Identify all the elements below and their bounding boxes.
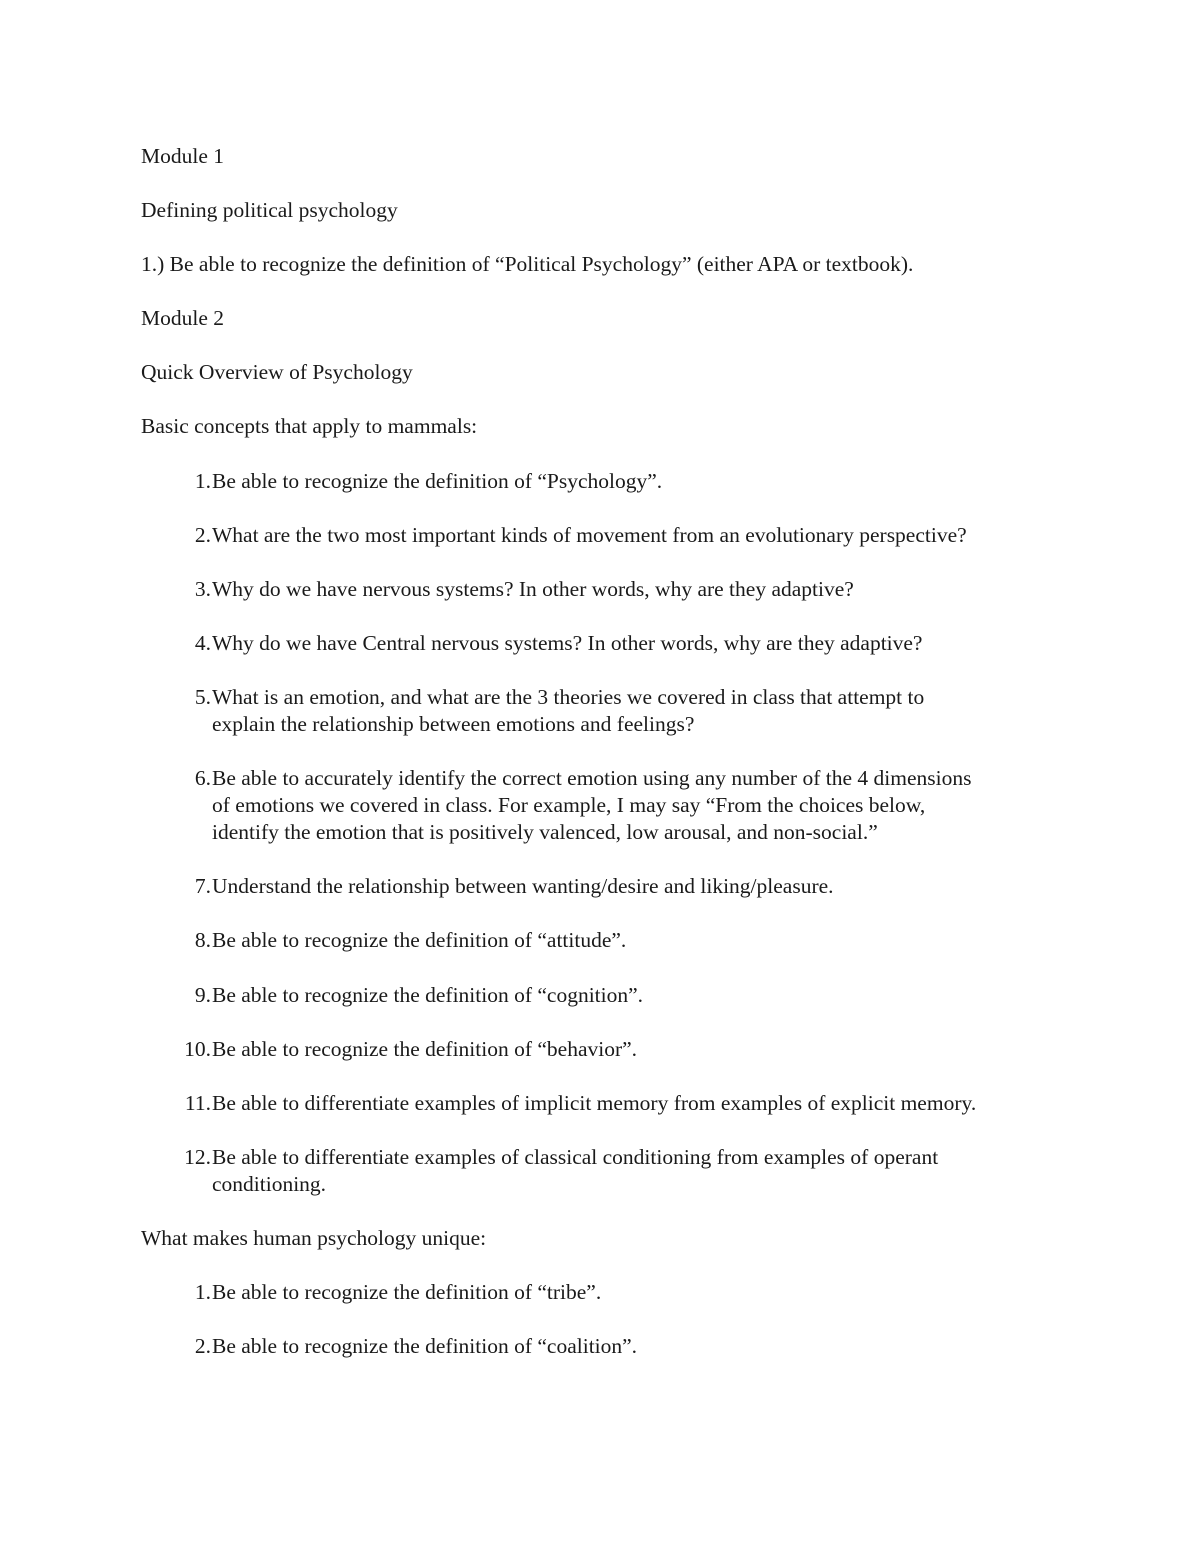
list-item-text: Understand the relationship between wanting/desire and liking/pleasure. <box>212 874 834 898</box>
list-item-number: 3. <box>194 577 211 601</box>
human-section-heading: What makes human psychology unique: <box>141 1226 487 1250</box>
list-item-number: 11. <box>184 1091 211 1115</box>
list-item-number: 5. <box>194 685 211 709</box>
list-item-text-line: of emotions we covered in class. For example, I may say “From the choices below, <box>212 793 926 817</box>
list-item-text-line: Be able to accurately identify the correct emotion using any number of the 4 dimensions <box>212 766 972 790</box>
list-item-text-line: explain the relationship between emotions and feelings? <box>212 712 695 736</box>
list-item-text-line: Be able to differentiate examples of classical conditioning from examples of operant <box>212 1145 939 1169</box>
module2-subheading: Quick Overview of Psychology <box>141 360 413 384</box>
list-item-text-line: conditioning. <box>212 1172 327 1196</box>
list-item-text: Be able to differentiate examples of implicit memory from examples of explicit memory. <box>212 1091 977 1115</box>
module1-subheading: Defining political psychology <box>141 198 398 222</box>
list-item-text-line: What is an emotion, and what are the 3 theories we covered in class that attempt to <box>212 685 925 709</box>
list-item-text: What are the two most important kinds of movement from an evolutionary perspective? <box>212 523 967 547</box>
list-item-text: Be able to recognize the definition of “Psychology”. <box>212 469 663 493</box>
list-item-number: 4. <box>194 631 211 655</box>
list-item-text: Why do we have Central nervous systems? In other words, why are they adaptive? <box>212 631 923 655</box>
module1-item: 1.) Be able to recognize the definition of “Political Psychology” (either APA or textbook). <box>141 252 914 276</box>
list-item-number: 2. <box>194 1334 211 1358</box>
list-item-number: 9. <box>194 983 211 1007</box>
list-item-text: Be able to recognize the definition of “tribe”. <box>212 1280 602 1304</box>
list-item-number: 8. <box>194 928 211 952</box>
module2-heading: Module 2 <box>141 306 225 330</box>
list-item-text: Why do we have nervous systems? In other words, why are they adaptive? <box>212 577 854 601</box>
list-item-number: 10. <box>184 1037 211 1061</box>
list-item-number: 12. <box>184 1145 211 1169</box>
list-item-number: 7. <box>194 874 211 898</box>
list-item-text: Be able to recognize the definition of “attitude”. <box>212 928 627 952</box>
list-item-text: Be able to recognize the definition of “behavior”. <box>212 1037 638 1061</box>
module1-heading: Module 1 <box>141 144 225 168</box>
list-item-number: 1. <box>194 1280 211 1304</box>
list-item-text-line: identify the emotion that is positively valenced, low arousal, and non-social.” <box>212 820 878 844</box>
list-item-number: 2. <box>194 523 211 547</box>
list-item-number: 1. <box>194 469 211 493</box>
list-item-text: Be able to recognize the definition of “cognition”. <box>212 983 644 1007</box>
list-item-text: Be able to recognize the definition of “coalition”. <box>212 1334 638 1358</box>
list-item-number: 6. <box>194 766 211 790</box>
mammals-section-heading: Basic concepts that apply to mammals: <box>141 414 478 438</box>
